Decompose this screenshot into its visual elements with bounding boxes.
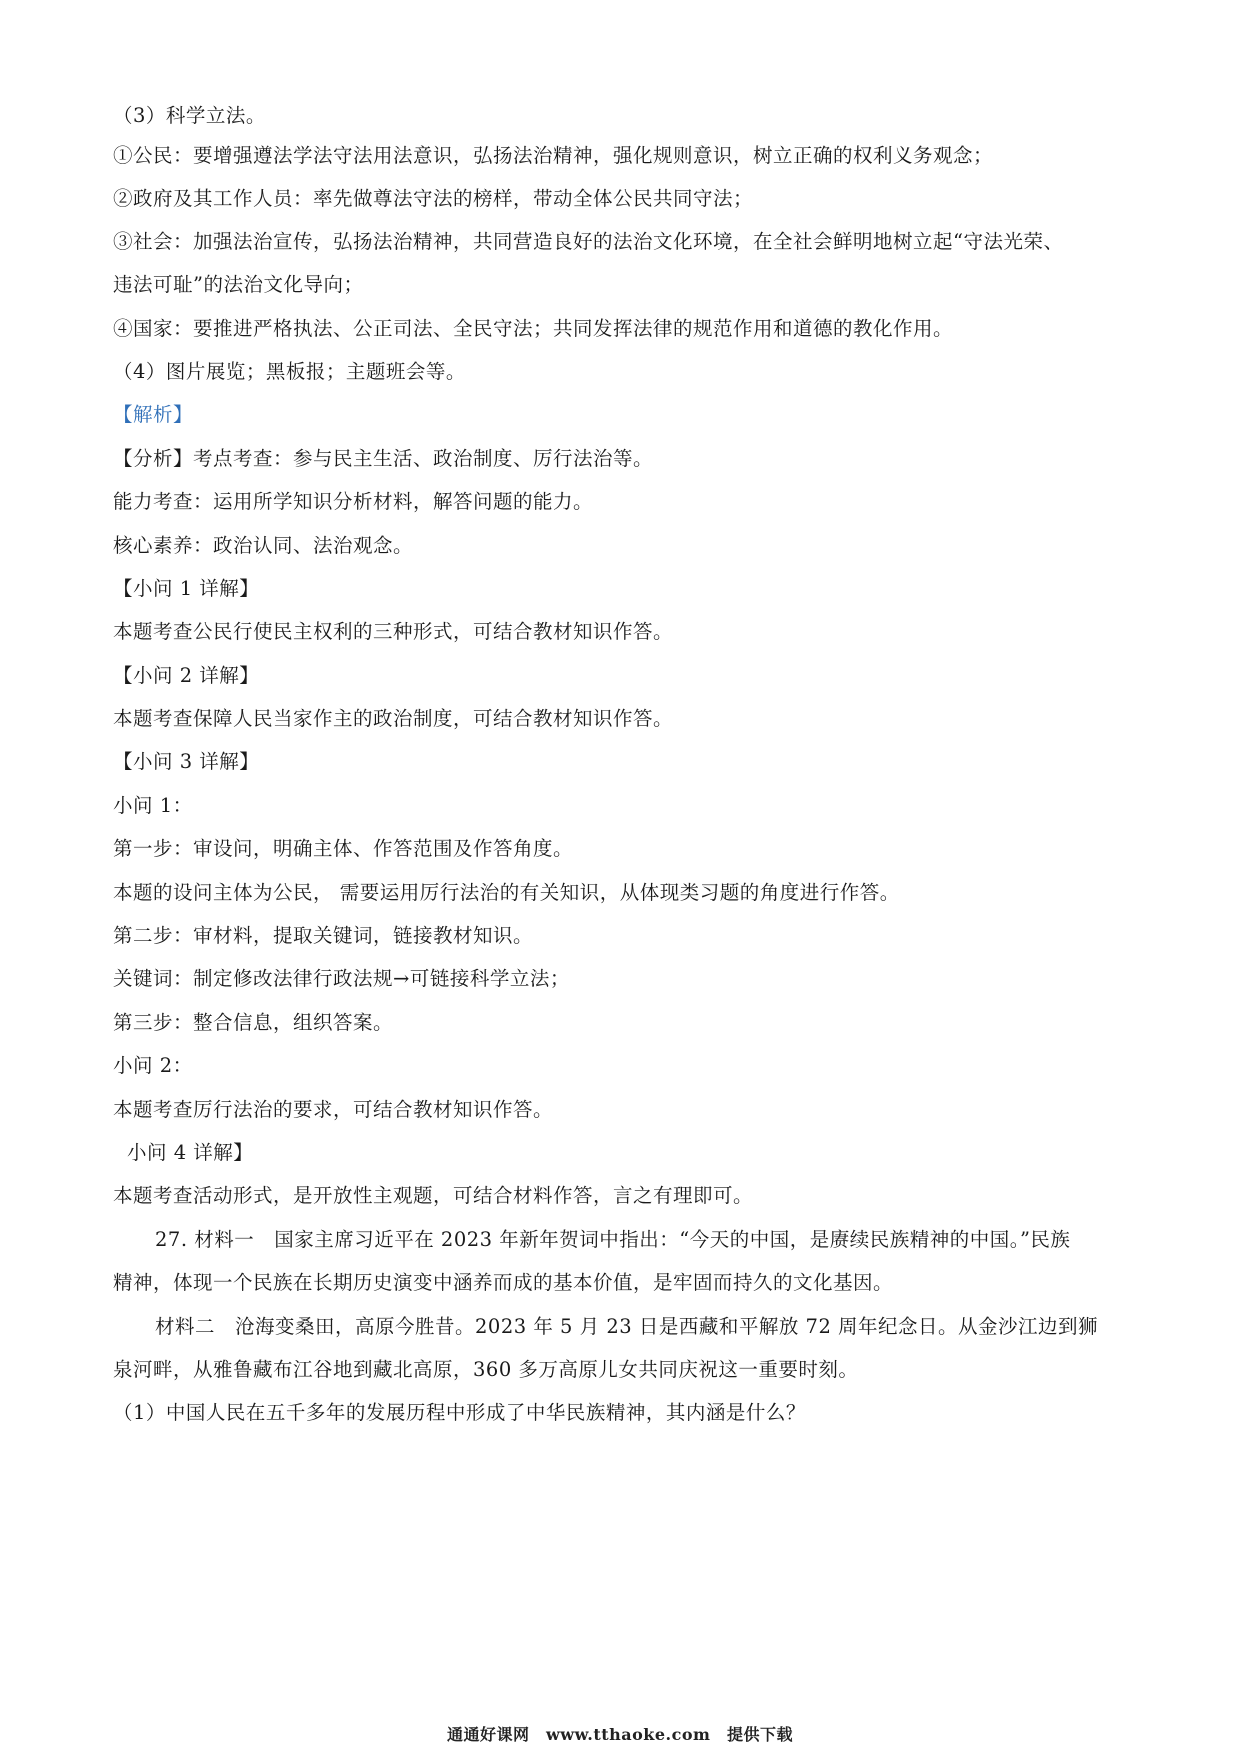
answer-3-heading: （3）科学立法。 (113, 104, 266, 127)
step-3: 第三步：整合信息，组织答案。 (113, 1011, 394, 1034)
answer-4: （4）图片展览；黑板报；主题班会等。 (113, 360, 466, 383)
question-27-material-1: 27. 材料一 国家主席习近平在 2023 年新年贺词中指出：“今天的中国，是赓续民族精神的中国。”民族 (155, 1228, 1071, 1251)
answer-3-citizen: ①公民：要增强遵法学法守法用法意识，弘扬法治精神，强化规则意识，树立正确的权利义务观念； (113, 144, 994, 167)
sub-question-3-part-2: 小问 2： (113, 1054, 193, 1077)
page-footer: 通通好课网 www.tthaoke.com 提供下载 (447, 1725, 793, 1744)
sub-question-2-heading: 【小问 2 详解】 (113, 664, 260, 687)
sub-question-3-part-2-detail: 本题考查厉行法治的要求，可结合教材知识作答。 (113, 1098, 554, 1121)
analysis-literacy: 核心素养：政治认同、法治观念。 (113, 534, 414, 557)
explanation-heading: 【解析】 (113, 403, 194, 426)
step-2: 第二步：审材料，提取关键词，链接教材知识。 (113, 924, 534, 947)
analysis-ability: 能力考查：运用所学知识分析材料，解答问题的能力。 (113, 490, 594, 513)
sub-question-3-heading: 【小问 3 详解】 (113, 750, 260, 773)
step-2-keywords: 关键词：制定修改法律行政法规→可链接科学立法； (113, 967, 570, 990)
question-27-material-1-cont: 精神，体现一个民族在长期历史演变中涵养而成的基本价值，是牢固而持久的文化基因。 (113, 1271, 894, 1294)
sub-question-1-heading: 【小问 1 详解】 (113, 577, 260, 600)
answer-3-state: ④国家：要推进严格执法、公正司法、全民守法；共同发挥法律的规范作用和道德的教化作用。 (113, 317, 954, 340)
answer-3-society-cont: 违法可耻”的法治文化导向； (113, 273, 364, 296)
sub-question-4-detail: 本题考查活动形式，是开放性主观题，可结合材料作答，言之有理即可。 (113, 1184, 754, 1207)
sub-question-4-heading: 小问 4 详解】 (127, 1141, 254, 1164)
answer-3-society: ③社会：加强法治宣传，弘扬法治精神，共同营造良好的法治文化环境，在全社会鲜明地树立起“守法光荣、 (113, 230, 1064, 253)
step-1: 第一步：审设问，明确主体、作答范围及作答角度。 (113, 837, 574, 860)
answer-3-government: ②政府及其工作人员：率先做尊法守法的榜样，带动全体公民共同守法； (113, 187, 754, 210)
sub-question-1-detail: 本题考查公民行使民主权利的三种形式，可结合教材知识作答。 (113, 620, 674, 643)
sub-question-3-part-1: 小问 1： (113, 794, 193, 817)
analysis-topics: 【分析】考点考查：参与民主生活、政治制度、厉行法治等。 (113, 447, 654, 470)
step-1-detail: 本题的设问主体为公民， 需要运用厉行法治的有关知识，从体现类习题的角度进行作答。 (113, 881, 900, 904)
question-27-material-2-cont: 泉河畔，从雅鲁藏布江谷地到藏北高原，360 多万高原儿女共同庆祝这一重要时刻。 (113, 1358, 859, 1381)
question-27-part-1: （1）中国人民在五千多年的发展历程中形成了中华民族精神，其内涵是什么？ (113, 1401, 806, 1424)
sub-question-2-detail: 本题考查保障人民当家作主的政治制度，可结合教材知识作答。 (113, 707, 674, 730)
question-27-material-2: 材料二 沧海变桑田，高原今胜昔。2023 年 5 月 23 日是西藏和平解放 72 周年纪念日。从金沙江边到狮 (155, 1315, 1099, 1338)
